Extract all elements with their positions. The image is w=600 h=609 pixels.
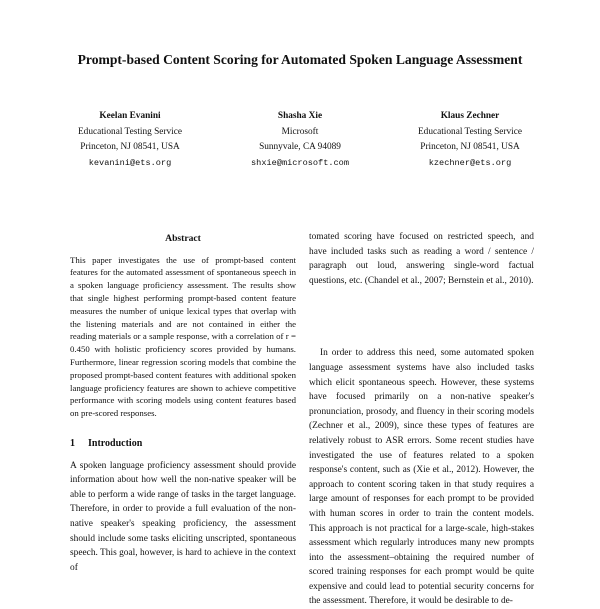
author-affiliation: Educational Testing Service	[418, 126, 522, 137]
author-email: shxie@microsoft.com	[251, 157, 349, 168]
author-affiliation: Educational Testing Service	[78, 126, 182, 137]
intro-paragraph: A spoken language proficiency assessment should provide information about how well the non-native speaker will be able to perform a wide range of tasks in the target language. Therefore, in order to provide a full evaluation of the non-native speaker's speaking proficiency, the assessment should include some tasks eliciting unscripted, spontaneous speech. This goal, however, is hard to achieve in the context of	[70, 460, 296, 573]
author-location: Princeton, NJ 08541, USA	[80, 142, 180, 152]
right-column	[309, 230, 534, 609]
abstract-text: This paper investigates the use of prompt-based content features for the automated assessment of spontaneous speech in a spoken language proficiency assessment. The results show that single highest performing prompt-based content feature measures the number of unique lexical types that overlap with the listening materials and are not contained in either the reading materials or a sample response, with a correlation of r = 0.450 with holistic proficiency scores provided by humans. Furthermore, linear regression scoring models that combine the proposed prompt-based content features with additional spoken language proficiency features are shown to achieve competitive performance with scoring models using content features based on pre-scored responses.	[70, 254, 296, 419]
author-name: Keelan Evanini	[99, 111, 161, 121]
section-title: Introduction	[88, 437, 143, 449]
author-location: Sunnyvale, CA 94089	[259, 142, 341, 152]
body-paragraph-1: tomated scoring have focused on restricted speech, and have included tasks such as reading a word / sentence / paragraph out loud, answering single-word factual questions, etc. (Chandel et al., 2007; Bernstein et al., 2010).	[309, 232, 534, 286]
section-number: 1	[70, 437, 75, 449]
author-location: Princeton, NJ 08541, USA	[420, 142, 520, 152]
left-column	[70, 232, 296, 575]
author-block-2	[220, 109, 380, 171]
body-paragraph-2: In order to address this need, some automated spoken language assessment systems have also included tasks which elicit spontaneous speech. However, these systems have focused primarily on a non-native speaker's pronunciation, prosody, and fluency in their scoring models (Zechner et al., 2009), since these types of features are relatively robust to ASR errors. Some recent studies have investigated the use of features related to a spoken response's content, such as (Xie et al., 2012). However, the approach to content scoring taken in that study requires a large amount of responses for each prompt to be provided with human scores in order to train the content models. This approach is not practical for a large-scale, high-stakes assessment which regularly introduces many new prompts into the assessment–obtaining the required number of scored training responses for each prompt would be quite expensive and could lead to potential security concerns for the assessment. Therefore, it would be desirable to de-	[309, 348, 534, 607]
abstract-heading: Abstract	[165, 233, 201, 244]
paragraph-gap	[309, 288, 534, 346]
paper-title: Prompt-based Content Scoring for Automated Spoken Language Assessment	[77, 52, 523, 67]
section-heading	[70, 437, 296, 452]
author-name: Shasha Xie	[277, 111, 323, 121]
author-email: kevanini@ets.org	[88, 157, 172, 168]
author-block-1	[50, 109, 210, 171]
author-email: kzechner@ets.org	[428, 157, 512, 168]
author-affiliation: Microsoft	[281, 126, 319, 137]
author-block-3	[390, 109, 550, 171]
author-name: Klaus Zechner	[440, 111, 500, 121]
